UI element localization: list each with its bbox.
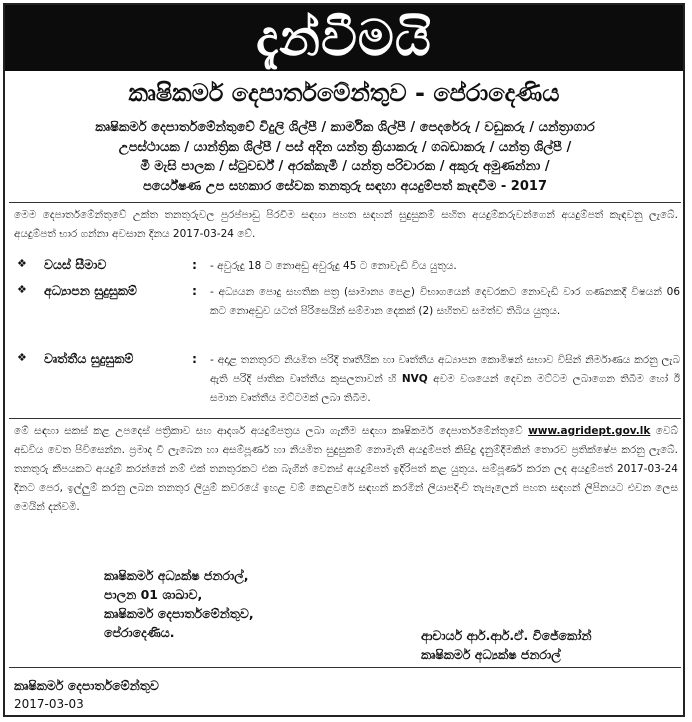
signature-block (421, 626, 591, 664)
requirement-text: - අවුරුදු 18 ට නොඅඩු අවුරුදු 45 ට නොවැඩි විය යුතුය. (210, 260, 457, 272)
department-heading: කෘෂිකර්ම දෙපාර්තමේන්තුව - පේරාදෙණිය (128, 79, 560, 107)
instructions-text: මේ සඳහා සකස් කළ උපදෙස් පත්‍රිකාව සහ ආදර්ශ අයදුම්පත්‍රය ලබා ගැනීම සඳහා කෘෂිකර්ම දෙපාර්තමේන්තුවේ (14, 425, 529, 437)
requirement-label: වෘත්තීය සුදුසුකම් (44, 351, 134, 366)
posts-line: මී මැසි පාලක / ස්ටුවර්ඩ් / අරක්කැමි / යන්ත්‍ර පරිචාරක / අකුරු අමුණන්නා / (140, 159, 550, 174)
requirement-text: - අධ්‍යයන පොදු සහතික පත්‍ර (සාමාන්‍ය පෙළ) විභාගයෙන් දෙවරකට නොවැඩි වාර ගණනකදී විෂයන් 06 කට නොඅඩුව යටත් පිරිසෙයින් සම්මාන දෙකක් (2) සහිතව සමත්ව තිබිය යුතුය. (210, 286, 680, 317)
signatory-title: කෘෂිකර්ම අධ්‍යක්ෂ ජනරාල් (421, 647, 561, 662)
posts-list (14, 118, 676, 196)
website-link[interactable]: www.agridept.gov.lk (528, 425, 651, 437)
address-line: පේරාදෙණිය. (104, 625, 175, 640)
advertisement-banner (5, 5, 683, 71)
nvq-label: NVQ (401, 373, 428, 385)
footer-date: 2017-03-03 (14, 697, 84, 711)
diamond-bullet-icon: ❖ (17, 257, 27, 270)
posts-line: උපස්ථායක / යාන්ත්‍රික ශිල්පී / පස් අදින යන්ත්‍ර ක්‍රියාකරු / ගබඩාකරු / යන්ත්‍ර ශිල්පී / (118, 139, 572, 155)
requirement-text-part: - අදාළ තනතුරට නියමිත පරිදි තෘතීයික හා වෘත්තීය අධ්‍යාපන කොමිෂන් සභාව විසින් නිර්මාණය කරනු ලැබ ඇති පරිදි ජාතික වෘත්තීය කුසලතාවන් හි (210, 354, 680, 385)
divider (9, 202, 681, 203)
address-line: පාලන 01 ශාඛාව, (104, 587, 203, 602)
posts-line: පර්යේෂණ උප සහකාර සේවක තනතුරු සඳහා අයදුම්පත් කැඳවීම - 2017 (142, 178, 547, 194)
requirement-colon: : (192, 257, 197, 272)
requirement-text (210, 351, 680, 408)
mailing-address (104, 566, 254, 642)
banner-title: දැන්වීමයි (256, 9, 432, 67)
requirement-text-part: අවම වශයෙන් දෙවන මට්ටම ලබාගෙන තිබීම හෝ ඊ සමාන වෘත්තීය මට්ටමක් ලබා තිබීම. (210, 373, 681, 404)
address-line: කෘෂිකර්ම දෙපාර්තමේන්තුව, (104, 606, 254, 621)
requirement-label: අධ්‍යාපන සුදුසුකම් (44, 283, 137, 298)
diamond-bullet-icon: ❖ (17, 283, 27, 296)
intro-paragraph: මෙම දෙපාර්තමේන්තුවේ උක්ත තනතුරුවල පුරප්පාඩු පිරවීම සඳහා පහත සඳහන් සුදුසුකම් සහිත අයදුම්කරුවන්ගෙන් අයදුම්පත් කැඳවනු ලැබේ. අයදුම්පත් භාර ගන්නා අවසාන දිනය 2017-03-24 වේ. (14, 209, 678, 240)
requirement-colon: : (192, 283, 197, 298)
address-line: කෘෂිකර්ම අධ්‍යක්ෂ ජනරාල්, (104, 568, 249, 583)
instructions-text: වෙබ් අඩවිය වෙත පිවිසෙන්න. ප්‍රමාද වී ලැබෙන හා අසම්පූර්ණ හා නියමිත සුදුසුකම් නොමැති අයදුම්පත් කිසිදු දැනුම්දීමකින් තොරව ප්‍රතික්ෂේප කරනු ලැබේ. තනතුරු කීපයකට අයදුම් කරන්නේ නම් එක් තනතුරකට එක බැගින් වෙනස් අයදුම්පත් ඉදිරිපත් කළ යුතුය. සම්පූර්ණ කරන ලද අයදුම්පත් 2017-03-24 දිනට පෙර, ඉල්ලුම් කරනු ලබන තනතුර ලියුම් කවරයේ ඉහළ වම් කෙළවරේ සඳහන් කරමින් ලියාපදිංචි තැපෑලෙන් පහත සඳහන් ලිපිනයට එවන ලෙස මෙයින් දන්වමි. (14, 425, 678, 513)
posts-line: කෘෂිකර්ම දෙපාර්තමේන්තුවේ විදුලි ශිල්පී / කාර්මික ශිල්පී / පෙදරේරු / වඩුකරු / යන්ත්‍රාගාර (95, 120, 595, 135)
instructions-paragraph (14, 422, 678, 517)
footer-department: කෘෂිකර්ම දෙපාර්තමේන්තුව (14, 678, 159, 693)
divider (9, 418, 681, 419)
requirement-label: වයස් සීමාව (44, 257, 107, 272)
requirement-colon: : (192, 351, 197, 366)
diamond-bullet-icon: ❖ (17, 351, 27, 364)
divider (9, 667, 681, 668)
signatory-name: ආචාර්ය ආර්.ආර්.ඒ. විජේකෝන් (421, 628, 592, 643)
